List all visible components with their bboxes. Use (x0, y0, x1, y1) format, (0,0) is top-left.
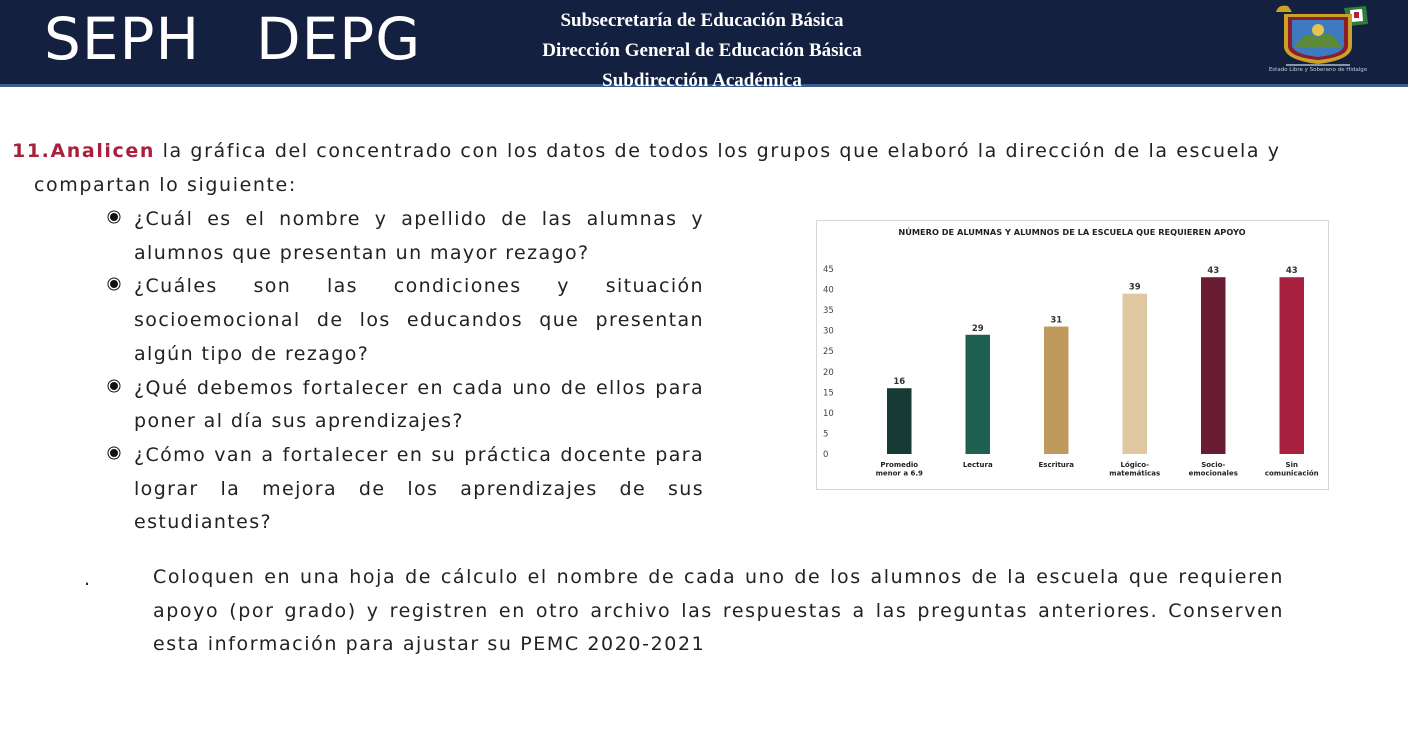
category-label: comunicación (1264, 469, 1319, 478)
chart-title: NÚMERO DE ALUMNAS Y ALUMNOS DE LA ESCUELA QUE REQUIEREN APOYO (898, 227, 1246, 237)
y-tick-label: 10 (823, 408, 834, 419)
question-item (106, 372, 704, 439)
y-tick-label: 5 (823, 429, 829, 440)
header-line-subsecretaria: Subsecretaría de Educación Básica (560, 10, 844, 31)
y-tick-label: 45 (823, 265, 834, 275)
question-text: ¿Cómo van a fortalecer en su práctica docente para lograr la mejora de los aprendizajes de sus estudiantes? (134, 443, 704, 534)
bullet-icon (110, 280, 118, 288)
question-item (106, 203, 704, 270)
y-tick-label: 35 (823, 306, 834, 317)
closing-bullet-dot: . (84, 568, 91, 590)
bar-value-label: 43 (1207, 266, 1220, 277)
activity-heading-text: la gráfica del concentrado con los datos de todos los grupos que elaboró la dirección de la escuela y (155, 140, 1281, 162)
y-tick-label: 0 (823, 450, 829, 460)
bar (1123, 294, 1148, 454)
activity-heading (12, 134, 1378, 202)
category-label: emocionales (1188, 469, 1238, 478)
category-label: matemáticas (1109, 469, 1161, 478)
category-label: Lógico- (1120, 461, 1150, 469)
header-line-subdireccion: Subdirección Académica (602, 70, 802, 91)
category-label: Escritura (1038, 461, 1074, 469)
question-item (106, 270, 704, 371)
category-labels (876, 266, 1319, 477)
y-tick-label: 20 (823, 367, 834, 378)
y-tick-label: 30 (823, 326, 834, 337)
y-tick-label: 15 (823, 388, 834, 399)
bar (887, 388, 912, 454)
question-list (106, 203, 704, 540)
bars (887, 277, 1304, 454)
bar-chart-svg (817, 221, 1328, 489)
y-tick-label: 25 (823, 347, 834, 358)
crest-caption: Estado Libre y Soberano de Hidalgo (1268, 67, 1368, 73)
depg-brand: DEPG (256, 5, 422, 73)
header-bar (0, 0, 1408, 91)
category-label: Promedio (880, 461, 919, 469)
bar-value-label: 31 (1050, 315, 1063, 326)
category-label: Lectura (962, 461, 993, 469)
support-needs-chart (816, 220, 1329, 490)
activity-number: 11. (12, 140, 51, 162)
question-text: ¿Cuál es el nombre y apellido de las alumnas y alumnos que presentan un mayor rezago? (134, 208, 704, 264)
bullet-icon (110, 449, 118, 457)
activity-verb: Analicen (50, 140, 156, 162)
y-tick-label: 40 (823, 285, 834, 296)
bar (1280, 277, 1305, 454)
category-label: menor a 6.9 (875, 469, 923, 478)
bar (1044, 327, 1069, 454)
question-item (106, 439, 704, 540)
category-label: Sin (1285, 461, 1298, 469)
bullet-icon (110, 382, 118, 390)
header-line-direccion: Dirección General de Educación Básica (542, 40, 862, 61)
y-axis (823, 265, 834, 460)
bar (1201, 277, 1226, 454)
header-institution-lines (470, 6, 934, 96)
question-text: ¿Cuáles son las condiciones y situación socioemocional de los educandos que presentan algún tipo de rezago? (134, 275, 704, 365)
bar-value-label: 39 (1128, 282, 1141, 293)
category-label: Socio- (1201, 461, 1226, 469)
activity-heading-continuation: compartan lo siguiente: (34, 174, 297, 196)
bar (966, 335, 991, 454)
bar-value-label: 16 (893, 377, 906, 388)
bar-value-label: 43 (1285, 266, 1298, 277)
hidalgo-crest-logo (1258, 2, 1378, 76)
closing-instruction: Coloquen en una hoja de cálculo el nombre de cada uno de los alumnos de la escuela que requieren apoyo (por grado) y registren en otro archivo las respuestas a las preguntas anteriores. Conserven esta información para ajustar su PEMC 2020-2021 (153, 566, 1284, 655)
seph-brand: SEPH (44, 5, 201, 73)
bullet-icon (110, 213, 118, 221)
question-text: ¿Qué debemos fortalecer en cada uno de ellos para poner al día sus aprendizajes? (134, 376, 704, 433)
bar-value-label: 29 (971, 323, 984, 334)
